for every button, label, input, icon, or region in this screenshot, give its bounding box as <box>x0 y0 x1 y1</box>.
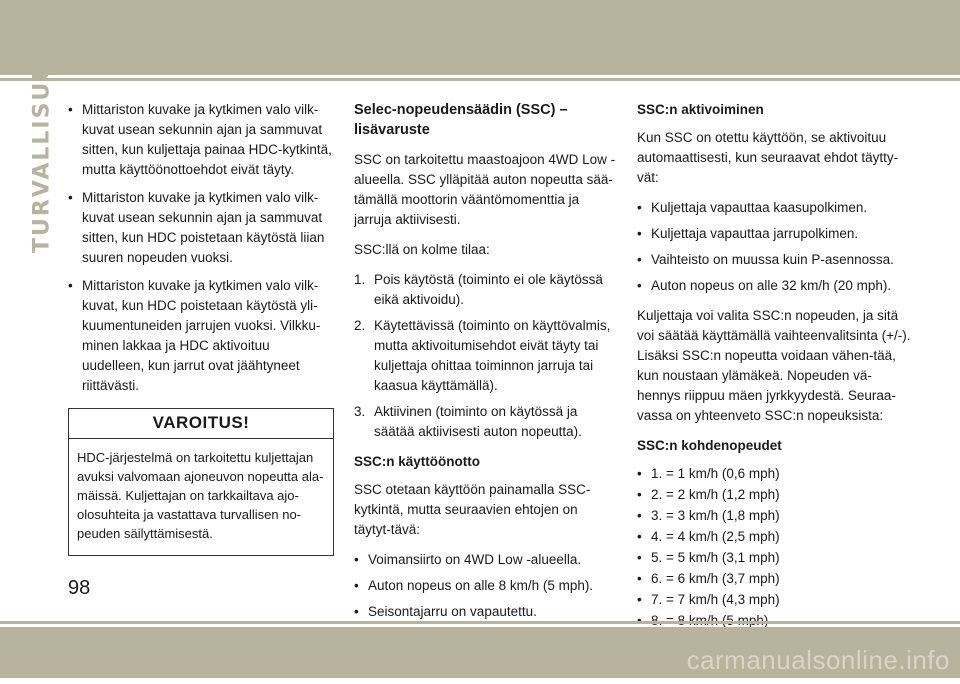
list-item: • 6. = 6 km/h (3,7 mph) <box>637 569 912 589</box>
column-1 <box>68 100 334 556</box>
activation-list <box>637 198 912 296</box>
speed-list <box>637 464 912 631</box>
item-text: Käytettävissä (toiminto on käyttövalmis, mutta aktivoitumisehdot eivät täyty tai kuljettaja ohittaa toiminnon jarruja tai kaasua käyttämällä). <box>374 318 611 393</box>
list-item: • Voimansiirto on 4WD Low -alueella. <box>354 550 616 570</box>
subheading: SSC:n aktivoiminen <box>637 102 764 117</box>
item-number: 3. <box>354 404 366 419</box>
list-item: • Vaihteisto on muussa kuin P-asennossa. <box>637 250 912 270</box>
list-item: • Kuljettaja vapauttaa kaasupolkimen. <box>637 198 912 218</box>
states-list <box>354 270 616 442</box>
subheading: SSC:n kohdenopeudet <box>637 438 782 453</box>
list-item: • 3. = 3 km/h (1,8 mph) <box>637 506 912 526</box>
page-number: 98 <box>68 577 91 599</box>
item-number: 1. <box>354 272 366 287</box>
item-text: Aktiivinen (toiminto on käytössä ja säätää aktiivisesti auton nopeutta). <box>374 404 582 439</box>
sub-intro: SSC otetaan käyttöön painamalla SSC-kytkintä, mutta seuraavien ehtojen on täytyt-tävä: <box>354 482 591 537</box>
states-intro: SSC:llä on kolme tilaa: <box>354 242 490 257</box>
footer-rule <box>0 621 960 624</box>
watermark: carmanualsonline.info <box>686 645 950 675</box>
list-item: • 7. = 7 km/h (4,3 mph) <box>637 590 912 610</box>
list-item: • Auton nopeus on alle 8 km/h (5 mph). <box>354 576 616 596</box>
intro-paragraph: SSC on tarkoitettu maastoajoon 4WD Low -alueella. SSC ylläpitää auton nopeutta sää-tämällä moottorin vääntömomenttia ja jarruja aktiivisesti. <box>354 152 616 227</box>
list-item: • 1. = 1 km/h (0,6 mph) <box>637 464 912 484</box>
header-band <box>0 0 960 75</box>
column-2 <box>354 100 616 684</box>
list-item: • 4. = 4 km/h (2,5 mph) <box>637 527 912 547</box>
hdc-indicator-list <box>68 100 334 396</box>
column-3 <box>637 100 912 632</box>
list-item: • Kuljettaja vapauttaa jarrupolkimen. <box>637 224 912 244</box>
list-item: • 5. = 5 km/h (3,1 mph) <box>637 548 912 568</box>
header-rule <box>0 78 960 81</box>
item-text: Pois käytöstä (toiminto ei ole käytössä eikä aktivoidu). <box>374 272 603 307</box>
list-item: • Mittariston kuvake ja kytkimen valo vilk-kuvat usean sekunnin ajan ja sammuvat sitten, kun HDC poistetaan käytöstä liian suuren nopeuden vuoksi. <box>68 188 334 268</box>
list-item: • Mittariston kuvake ja kytkimen valo vilk-kuvat, kun HDC poistetaan käytöstä yli-kuumentuneiden jarrujen vuoksi. Vilkku-minen lakkaa ja HDC aktivoituu uudelleen, kun jarrut ovat jäähtyneet riittävästi. <box>68 276 334 396</box>
speed-paragraph: Kuljettaja voi valita SSC:n nopeuden, ja sitä voi säätää käyttämällä vaihteenvalitsinta (+/-). Lisäksi SSC:n nopeutta voidaan vähen-tää, kun noustaan ylämäkeä. Nopeuden vä-hennys riippuu mäen jyrkkyydestä. Seuraa-vassa on yhteenveto SSC:n nopeuksista: <box>637 308 911 423</box>
item-number: 2. <box>354 318 366 333</box>
warning-box <box>68 408 334 556</box>
list-item <box>354 402 616 442</box>
list-item: • Seisontajarru on vapautettu. <box>354 602 616 622</box>
list-item <box>354 270 616 310</box>
section-side-title: TURVALLISUUS <box>29 42 55 254</box>
intro-paragraph: Kun SSC on otettu käyttöön, se aktivoituu automaattisesti, kun seuraavat ehdot täytty-vät: <box>637 130 899 185</box>
list-item <box>354 316 616 396</box>
warning-title: VAROITUS! <box>69 409 333 439</box>
list-item: • Auton nopeus on alle 32 km/h (20 mph). <box>637 276 912 296</box>
subheading: SSC:n käyttöönotto <box>354 454 480 469</box>
section-heading: Selec-nopeudensäädin (SSC) – lisävaruste <box>354 102 568 138</box>
list-item: • 2. = 2 km/h (1,2 mph) <box>637 485 912 505</box>
warning-text: HDC-järjestelmä on tarkoitettu kuljettajan avuksi valvomaan ajoneuvon nopeutta ala-mäissä. Kuljettajan on tarkkailtava ajo-olosuhteita ja vastattava turvallisen no-peuden säilyttämisestä. <box>77 450 324 541</box>
list-item: • Mittariston kuvake ja kytkimen valo vilk-kuvat usean sekunnin ajan ja sammuvat sitten, kun kuljettaja painaa HDC-kytkintä, mutta käyttöönottoehdot eivät täyty. <box>68 100 334 180</box>
